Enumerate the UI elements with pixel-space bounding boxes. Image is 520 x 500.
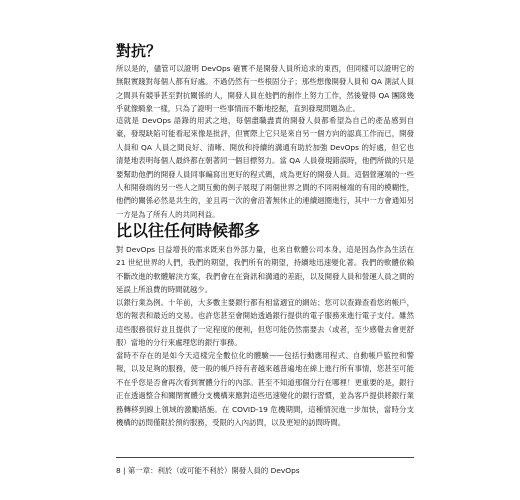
paragraph: 以銀行業為例。十年前，大多數主要銀行都有相當適宜的網站；您可以查錄查看您的帳戶，您的報表和最近的交易。也許您甚至會開始透過銀行提供的電子服務來進行電子支付。雖然這些服務很好並且提供了一定程度的便利，但您可能仍然需要去（或者，至少感覺去會更舒服）當地的分行來處理您的銀行事務。 bbox=[116, 298, 414, 348]
section-heading: 比以往任何時候都多 bbox=[116, 221, 261, 240]
page-footer: 8 | 第一章：利於（或可能不利於）開發人員的 DevOps bbox=[116, 466, 300, 475]
section-heading: 對抗？ bbox=[116, 42, 162, 60]
footer-divider bbox=[116, 457, 414, 458]
paragraph: 這就是 DevOps 語錄的用武之地，每個盡職盡責的開發人員都希望為自己的產品感到自豪，發現缺陷可能看起來像是批評，但實際上它只是來自另一個方向的認真工作而已，開發人員和 QA 人員之間良好、清晰、開放和持續的溝通有助於加強 DevOps 的好處，但它也清楚地表明每個人最終都在朝著同一個目標努力。當 QA 人員發現錯誤時，他們所做的只是要幫助他們的開發人員同事編寫出更好的程式碼，成為更好的開發人員。這個營運端的一些人和開發端的另一些人之間互動的例子展現了兩個世界之間的不同兩極端的有用的模糊性，他們的關係必然是共生的，並且再一次的會沿著無休止的連續迴圈進行，其中一方會通知另一方是為了所有人的共同利益。 bbox=[116, 116, 414, 219]
paragraph: 對 DevOps 日益增長的需求既來自外部力量，也來自軟體公司本身。這是因為作為生活在 21 世紀世界的人們，我們的期望，我們所有的期望，持續地迅速變化著。我們的軟體依賴不斷改進的軟體解決方案，我們會在在資訊和溝通的差距，以及開發人員和營運人員之間的延誤上所浪費的時間就越少。 bbox=[116, 245, 414, 295]
paragraph: 所以是的，儘管可以證明 DevOps 確實不是開發人員所追求的東西，但同樣可以證明它的無限實踐對每個人都有好處。不過仍然有一些根固分子；那些想像開發人員和 QA 測試人員之間具有競爭甚至對抗關係的人，開發人員在他們的創作上努力工作，然後覺得 QA 團隊幾乎就像騎象一樣，只為了證明一些事情而不斷地挖掘，直到發現問題為止。 bbox=[116, 64, 414, 114]
paragraph: 當時不存在的是如今天這樣完全數位化的體驗——包括行動應用程式、自動帳戶監控和警報，以及足夠的服務，使一般的帳戶持有者越來越普遍地在線上進行所有事情，您甚至可能不在乎您是否會再次看到實體分行的內部。甚至不知道那個分行在哪裡！更重要的是，銀行正在透過整合和關閉實體分支機構來應對這些迅速變化的銀行習慣，並為客戶提供將銀行業務轉移到線上領域的激勵措施。在 COVID-19 危機期間，這種情況進一步加快，當時分支機構的訪問僅限於預約服務，受限的入內訪問，以及更短的訪問時間。 bbox=[116, 351, 414, 428]
